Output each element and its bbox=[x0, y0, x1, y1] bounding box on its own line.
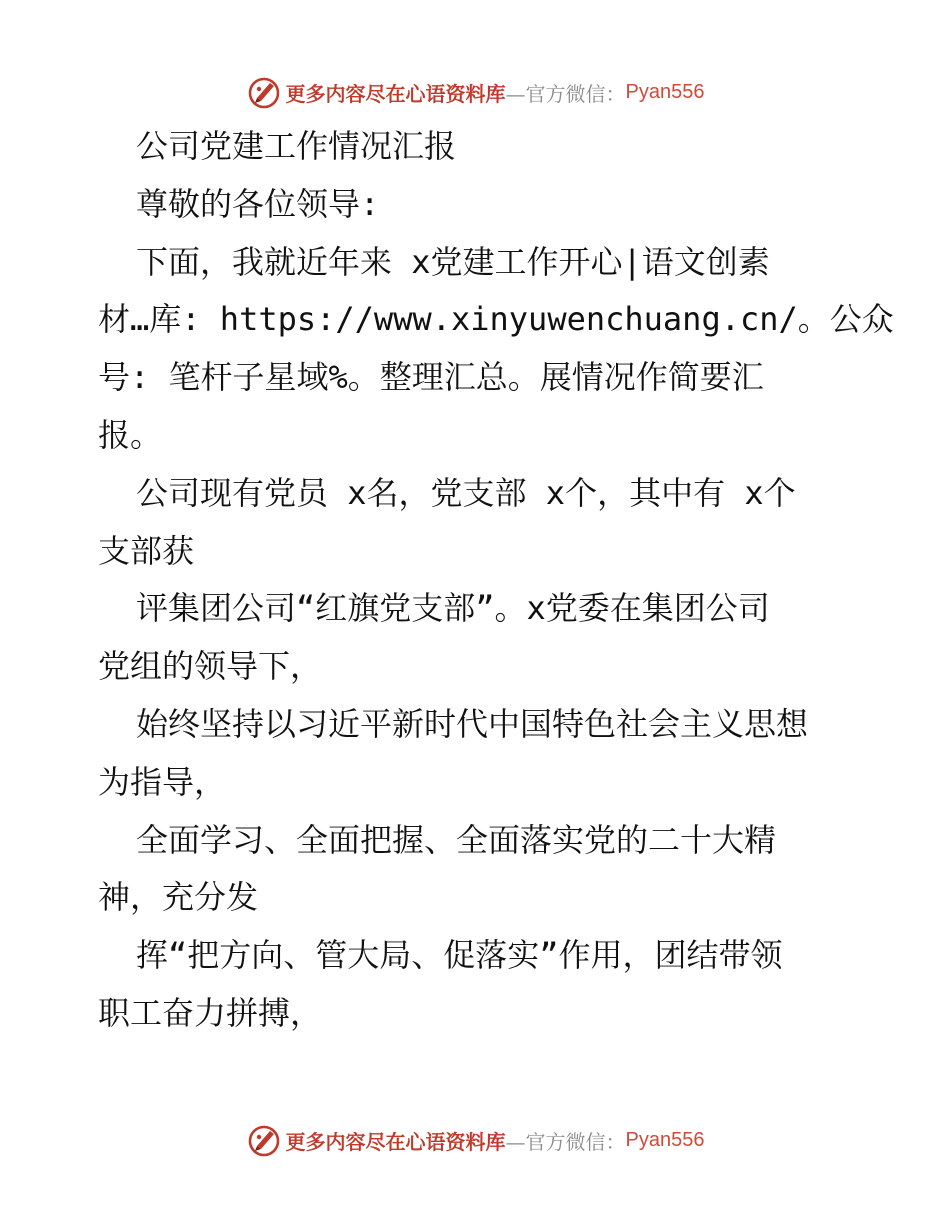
doc-line: 公司现有党员 x名，党支部 x个，其中有 x个 bbox=[136, 473, 796, 512]
doc-line: 始终坚持以习近平新时代中国特色社会主义思想 bbox=[136, 704, 809, 743]
watermark-wechat-id: Pyan556 bbox=[625, 80, 705, 103]
watermark-gray-text: —官方微信： bbox=[505, 81, 626, 106]
watermark-footer bbox=[0, 1120, 950, 1160]
watermark-gray-text: —官方微信： bbox=[505, 1129, 626, 1154]
doc-line: 材…库: https://www.xinyuwenchuang.cn/。公众 bbox=[98, 300, 894, 339]
doc-line: 为指导， bbox=[98, 762, 227, 801]
doc-line: 支部获 bbox=[98, 531, 195, 570]
doc-line: 报。 bbox=[98, 415, 163, 454]
doc-salutation: 尊敬的各位领导: bbox=[136, 184, 380, 223]
watermark-red-text: 更多内容尽在心语资料库 bbox=[285, 81, 506, 106]
doc-line: 下面，我就近年来 x党建工作开心|语文创素 bbox=[136, 242, 770, 281]
doc-line: 党组的领导下， bbox=[98, 647, 323, 686]
pen-logo-icon bbox=[246, 74, 282, 110]
watermark-red-text: 更多内容尽在心语资料库 bbox=[285, 1129, 506, 1154]
pen-logo-icon bbox=[246, 1122, 282, 1158]
doc-line: 号: 笔杆子星域%。整理汇总。展情况作简要汇 bbox=[98, 358, 764, 397]
document-body bbox=[98, 118, 894, 1043]
doc-line: 职工奋力拼搏， bbox=[98, 993, 323, 1032]
doc-line: 挥“把方向、管大局、促落实”作用，团结带领 bbox=[136, 936, 783, 975]
doc-title: 公司党建工作情况汇报 bbox=[136, 127, 457, 165]
watermark-wechat-id: Pyan556 bbox=[625, 1128, 705, 1151]
doc-line: 神，充分发 bbox=[98, 878, 259, 917]
watermark-header bbox=[0, 72, 950, 112]
doc-line: 全面学习、全面把握、全面落实党的二十大精 bbox=[136, 820, 777, 859]
doc-line: 评集团公司“红旗党支部”。x党委在集团公司 bbox=[136, 589, 770, 628]
